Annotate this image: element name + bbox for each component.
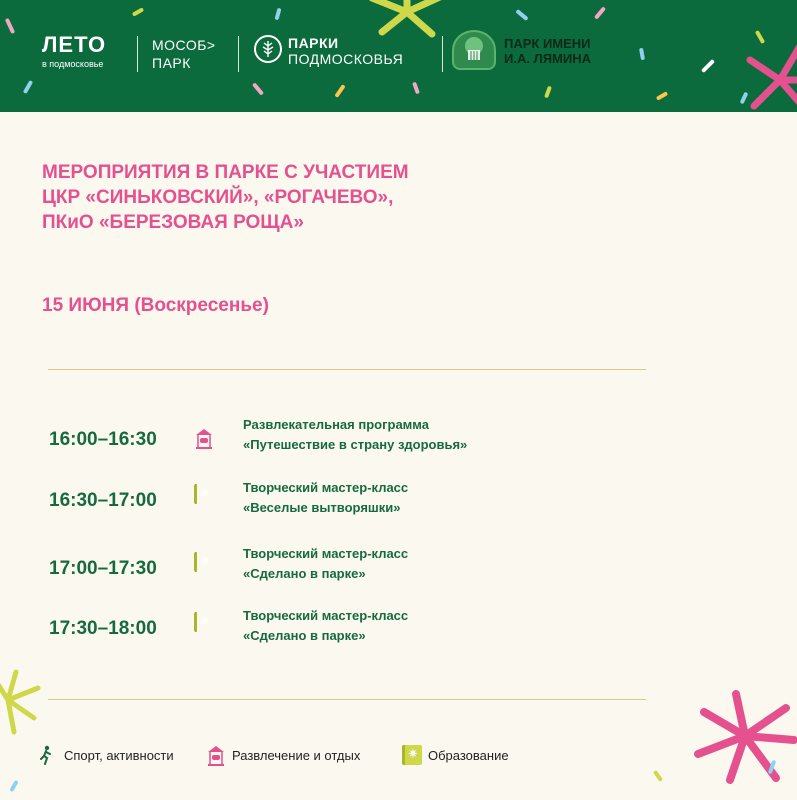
lyamin-logo-text xyxy=(504,36,591,66)
confetti-decoration xyxy=(132,7,144,16)
mosobpark-logo xyxy=(152,36,216,72)
event-time: 17:30–18:00 xyxy=(49,618,157,639)
starburst-decoration xyxy=(0,668,42,738)
event-name: «Веселые вытворяшки» xyxy=(243,500,401,515)
event-description xyxy=(243,478,408,518)
confetti-decoration xyxy=(5,18,15,34)
page-title xyxy=(42,160,602,235)
confetti-decoration xyxy=(334,84,345,98)
page-title-line: ПКиО «БЕРЕЗОВАЯ РОЩА» xyxy=(42,212,304,233)
legend-item-entertainment xyxy=(206,740,360,770)
divider-bottom xyxy=(48,699,646,700)
lyamin-logo-line1: ПАРК ИМЕНИ xyxy=(504,36,591,51)
confetti-decoration xyxy=(515,9,528,21)
book-icon: ✷ xyxy=(199,485,211,500)
header-banner xyxy=(0,0,797,112)
confetti-decoration xyxy=(701,59,715,73)
event-description xyxy=(243,415,467,455)
event-time: 17:00–17:30 xyxy=(49,558,157,579)
event-name: «Сделано в парке» xyxy=(243,566,366,581)
logo-divider xyxy=(442,36,443,72)
event-type: Творческий мастер-класс xyxy=(243,608,409,623)
confetti-decoration xyxy=(639,48,645,61)
carousel-icon xyxy=(194,428,214,448)
page-title-line: МЕРОПРИЯТИЯ В ПАРКЕ С УЧАСТИЕМ xyxy=(42,162,409,183)
starburst-decoration xyxy=(740,40,797,112)
event-name: «Путешествие в страну здоровья» xyxy=(243,437,468,452)
event-row xyxy=(0,478,797,528)
event-type: Творческий мастер-класс xyxy=(243,546,409,561)
starburst-decoration xyxy=(690,690,797,786)
lyamin-logo-line2: И.А. ЛЯМИНА xyxy=(504,51,591,66)
legend-label: Спорт, активности xyxy=(64,747,174,763)
event-date: 15 ИЮНЯ (Воскресенье) xyxy=(42,295,269,316)
runner-icon xyxy=(38,745,58,765)
event-row xyxy=(0,544,797,594)
book-icon: ✷ xyxy=(199,613,211,628)
mosobpark-logo-line1: МОСОБ> xyxy=(152,37,216,53)
event-row xyxy=(0,414,797,464)
tree-icon xyxy=(254,35,282,63)
event-name: «Сделано в парке» xyxy=(243,628,366,643)
event-type: Творческий мастер-класс xyxy=(243,480,409,495)
confetti-decoration xyxy=(9,780,18,792)
event-time: 16:00–16:30 xyxy=(49,429,157,450)
event-description xyxy=(243,606,408,646)
starburst-decoration xyxy=(362,0,452,42)
legend-item-education xyxy=(402,740,509,770)
confetti-decoration xyxy=(656,91,668,100)
confetti-decoration xyxy=(594,6,606,19)
mosobpark-logo-line2: ПАРК xyxy=(152,55,191,71)
confetti-decoration xyxy=(653,770,663,782)
legend-item-sport xyxy=(38,740,174,770)
divider-top xyxy=(48,369,646,370)
parki-logo-line2: ПОДМОСКОВЬЯ xyxy=(288,51,404,67)
confetti-decoration xyxy=(23,80,33,94)
confetti-decoration xyxy=(412,82,420,95)
event-row xyxy=(0,606,797,656)
book-icon: ✷ xyxy=(199,553,211,568)
event-type: Развлекательная программа xyxy=(243,417,429,432)
leto-logo xyxy=(42,34,106,70)
legend-label: Образование xyxy=(428,747,509,763)
logo-divider xyxy=(238,36,239,72)
parki-logo-line1: ПАРКИ xyxy=(288,35,339,51)
page-title-line: ЦКР «СИНЬКОВСКИЙ», «РОГАЧЕВО», xyxy=(42,187,394,208)
book-icon: ✷ xyxy=(402,745,422,765)
park-emblem-icon xyxy=(452,30,496,70)
event-time: 16:30–17:00 xyxy=(49,490,157,511)
confetti-decoration xyxy=(275,8,282,21)
carousel-icon xyxy=(206,745,226,765)
confetti-decoration xyxy=(544,86,552,99)
leto-logo-subtitle: в подмосковье xyxy=(42,59,104,69)
confetti-decoration xyxy=(252,82,264,95)
logo-divider xyxy=(137,36,138,72)
leto-logo-title: ЛЕТО xyxy=(42,32,107,57)
event-description xyxy=(243,544,408,584)
legend-label: Развлечение и отдых xyxy=(232,747,361,763)
